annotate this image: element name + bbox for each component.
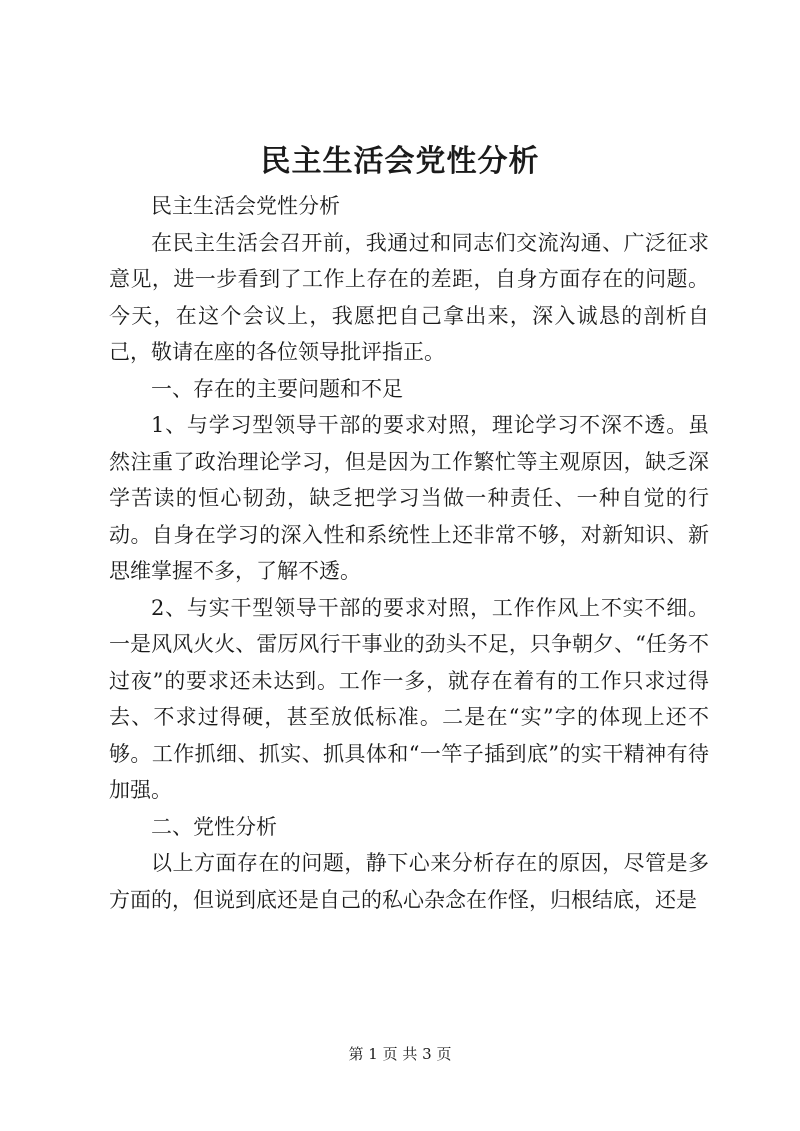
page-footer: 第 1 页 共 3 页 (348, 1045, 452, 1063)
section-heading-analysis: 二、党性分析 (151, 814, 277, 839)
paragraph-analysis: 以上方面存在的问题，静下心来分析存在的原因，尽管是多方面的，但说到底还是自己的私心杂念在作怪，归根结底，还是 (109, 851, 709, 912)
document-title: 民主生活会党性分析 (260, 144, 540, 179)
paragraph-problem-2: 2、与实干型领导干部的要求对照，工作作风上不实不细。一是风风火火、雷厉风行干事业的劲头不足，只争朝夕、“任务不过夜”的要求还未达到。工作一多，就存在着有的工作只求过得去、不求过得硬，甚至放低标准。二是在“实”字的体现上还不够。工作抓细、抓实、抓具体和“一竿子插到底”的实干精神有待加强。 (109, 595, 709, 802)
document-body (109, 188, 709, 918)
paragraph-subtitle: 民主生活会党性分析 (151, 194, 340, 218)
section-heading-problems: 一、存在的主要问题和不足 (151, 376, 403, 401)
paragraph-intro: 在民主生活会召开前，我通过和同志们交流沟通、广泛征求意见，进一步看到了工作上存在的差距，自身方面存在的问题。今天，在这个会议上，我愿把自己拿出来，深入诚恳的剖析自己，敬请在座的各位领导批评指正。 (109, 230, 709, 364)
paragraph-problem-1: 1、与学习型领导干部的要求对照，理论学习不深不透。虽然注重了政治理论学习，但是因为工作繁忙等主观原因，缺乏深学苦读的恒心韧劲，缺乏把学习当做一种责任、一种自觉的行动。自身在学习的深入性和系统性上还非常不够，对新知识、新思维掌握不多，了解不透。 (109, 413, 709, 583)
